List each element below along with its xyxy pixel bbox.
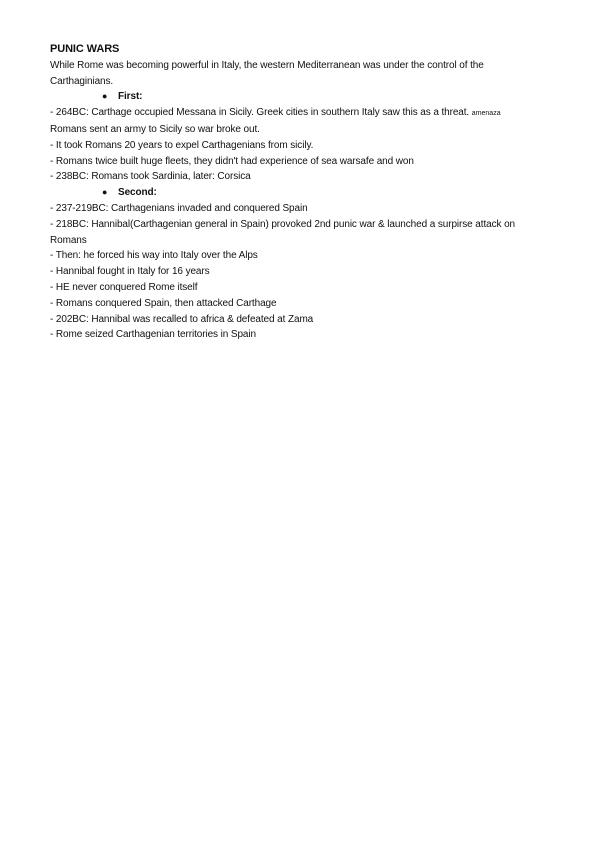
bullet-icon: ●	[102, 187, 108, 198]
list-item-text: - 264BC: Carthage occupied Messana in Sicily. Greek cities in southern Italy saw this as a threat.	[50, 107, 470, 119]
list-item: - Romans twice built huge fleets, they didn't had experience of sea warsafe and won	[50, 155, 414, 167]
document-title: PUNIC WARS	[50, 43, 120, 55]
list-item: - 237-219BC: Carthagenians invaded and conquered Spain	[50, 202, 308, 214]
section-heading-second	[50, 185, 535, 201]
list-item: - 202BC: Hannibal was recalled to africa & defeated at Zama	[50, 313, 314, 325]
list-item: - Romans conquered Spain, then attacked Carthage	[50, 297, 277, 309]
list-item: Romans sent an army to Sicily so war broke out.	[50, 123, 260, 135]
list-item: - 218BC: Hannibal(Carthagenian general in Spain) provoked 2nd punic war & launched a surpirse attack on Romans	[50, 218, 515, 246]
list-item: - Then: he forced his way into Italy over the Alps	[50, 250, 258, 262]
list-item: - It took Romans 20 years to expel Carthagenians from sicily.	[50, 139, 314, 151]
intro-paragraph: While Rome was becoming powerful in Italy, the western Mediterranean was under the control of the Carthaginians.	[50, 59, 484, 87]
list-item: - HE never conquered Rome itself	[50, 281, 198, 293]
bullet-icon: ●	[102, 91, 108, 102]
list-item: - 238BC: Romans took Sardinia, later: Corsica	[50, 171, 251, 183]
margin-note: amenaza	[471, 110, 501, 118]
section-heading-label: Second:	[118, 187, 157, 199]
document-body	[50, 42, 535, 343]
section-heading-first	[50, 89, 535, 105]
list-item	[50, 105, 535, 122]
section-heading-label: First:	[118, 91, 143, 103]
list-item: - Hannibal fought in Italy for 16 years	[50, 266, 210, 278]
list-item: - Rome seized Carthagenian territories in Spain	[50, 329, 256, 341]
